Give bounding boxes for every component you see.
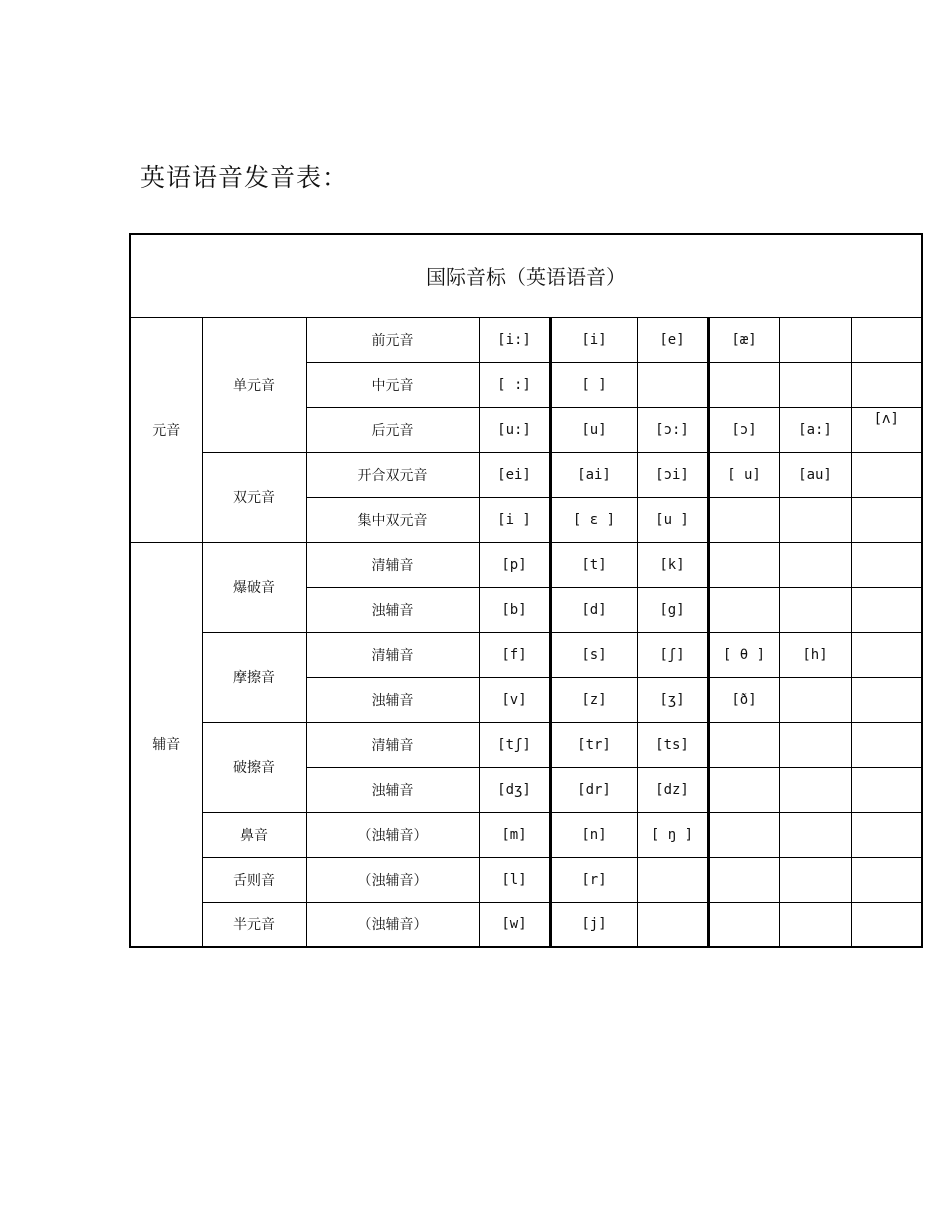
symbol-cell: [a:] <box>779 407 851 452</box>
symbol-cell <box>779 542 851 587</box>
table-row <box>130 632 922 677</box>
symbol-cell <box>851 722 922 767</box>
symbol-cell <box>637 902 708 947</box>
symbol-cell: [e] <box>637 317 708 362</box>
symbol-cell: [dz] <box>637 767 708 812</box>
symbol-cell: [ ] <box>550 362 637 407</box>
symbol-cell: [k] <box>637 542 708 587</box>
symbol-cell: [t] <box>550 542 637 587</box>
symbol-cell <box>708 362 779 407</box>
voiced-note: （浊辅音） <box>306 857 479 902</box>
table-row <box>130 722 922 767</box>
symbol-cell: [u:] <box>479 407 550 452</box>
ipa-table <box>129 233 923 948</box>
table-row <box>130 812 922 857</box>
table-row <box>130 857 922 902</box>
plosive-label: 爆破音 <box>202 542 306 632</box>
symbol-cell: [ʃ] <box>637 632 708 677</box>
voiced-label: 浊辅音 <box>306 767 479 812</box>
voiceless-label: 清辅音 <box>306 722 479 767</box>
table-row <box>130 317 922 362</box>
symbol-cell <box>708 587 779 632</box>
centering-diphthong-label: 集中双元音 <box>306 497 479 542</box>
fricative-label: 摩擦音 <box>202 632 306 722</box>
symbol-cell: [u ] <box>637 497 708 542</box>
semivowel-label: 半元音 <box>202 902 306 947</box>
symbol-cell: [i:] <box>479 317 550 362</box>
symbol-cell: [d] <box>550 587 637 632</box>
symbol-cell <box>851 902 922 947</box>
symbol-cell: [n] <box>550 812 637 857</box>
symbol-cell: [ts] <box>637 722 708 767</box>
symbol-cell: [w] <box>479 902 550 947</box>
symbol-cell <box>779 902 851 947</box>
lateral-label: 舌则音 <box>202 857 306 902</box>
symbol-cell <box>779 317 851 362</box>
symbol-cell <box>708 767 779 812</box>
symbol-cell <box>637 857 708 902</box>
symbol-cell: [dr] <box>550 767 637 812</box>
symbol-cell: [ɔ:] <box>637 407 708 452</box>
symbol-cell <box>708 812 779 857</box>
symbol-cell <box>708 722 779 767</box>
symbol-cell: [l] <box>479 857 550 902</box>
symbol-cell <box>851 542 922 587</box>
symbol-cell: [ð] <box>708 677 779 722</box>
symbol-cell: [tʃ] <box>479 722 550 767</box>
diphthong-label: 双元音 <box>202 452 306 542</box>
monophthong-label: 单元音 <box>202 317 306 452</box>
symbol-cell <box>708 857 779 902</box>
page-heading: 英语语音发音表： <box>140 163 349 192</box>
symbol-cell <box>779 497 851 542</box>
symbol-cell: [r] <box>550 857 637 902</box>
table-title: 国际音标（英语语音） <box>130 234 922 317</box>
voiced-note: （浊辅音） <box>306 812 479 857</box>
symbol-cell: [u] <box>550 407 637 452</box>
central-vowel-label: 中元音 <box>306 362 479 407</box>
symbol-cell <box>851 362 922 407</box>
front-vowel-label: 前元音 <box>306 317 479 362</box>
symbol-cell: [z] <box>550 677 637 722</box>
symbol-cell <box>779 812 851 857</box>
voiceless-label: 清辅音 <box>306 542 479 587</box>
vowels-label: 元音 <box>130 317 202 542</box>
symbol-cell <box>851 497 922 542</box>
symbol-cell <box>851 317 922 362</box>
symbol-cell: [ ŋ ] <box>637 812 708 857</box>
symbol-cell: [v] <box>479 677 550 722</box>
closing-diphthong-label: 开合双元音 <box>306 452 479 497</box>
symbol-cell: [b] <box>479 587 550 632</box>
symbol-cell <box>779 362 851 407</box>
table-row <box>130 902 922 947</box>
symbol-cell: [ u] <box>708 452 779 497</box>
symbol-cell <box>851 452 922 497</box>
symbol-cell <box>779 587 851 632</box>
symbol-cell <box>851 812 922 857</box>
symbol-cell <box>779 722 851 767</box>
symbol-cell: [s] <box>550 632 637 677</box>
nasal-label: 鼻音 <box>202 812 306 857</box>
voiced-label: 浊辅音 <box>306 587 479 632</box>
symbol-cell: [j] <box>550 902 637 947</box>
symbol-cell <box>851 767 922 812</box>
symbol-cell: [ʒ] <box>637 677 708 722</box>
table-row <box>130 452 922 497</box>
symbol-cell: [ɔ] <box>708 407 779 452</box>
symbol-cell <box>637 362 708 407</box>
symbol-cell: [g] <box>637 587 708 632</box>
symbol-cell <box>851 857 922 902</box>
symbol-cell <box>779 767 851 812</box>
symbol-cell <box>708 902 779 947</box>
affricate-label: 破擦音 <box>202 722 306 812</box>
symbol-cell <box>779 857 851 902</box>
symbol-cell: [ɔi] <box>637 452 708 497</box>
symbol-cell: [i] <box>550 317 637 362</box>
symbol-cell <box>851 587 922 632</box>
voiceless-label: 清辅音 <box>306 632 479 677</box>
consonants-label: 辅音 <box>130 542 202 947</box>
symbol-cell: [ai] <box>550 452 637 497</box>
symbol-cell <box>779 677 851 722</box>
voiced-label: 浊辅音 <box>306 677 479 722</box>
symbol-cell <box>708 497 779 542</box>
symbol-cell: [ʌ] <box>851 407 922 452</box>
table-row <box>130 542 922 587</box>
symbol-cell: [f] <box>479 632 550 677</box>
back-vowel-label: 后元音 <box>306 407 479 452</box>
symbol-cell: [ θ ] <box>708 632 779 677</box>
symbol-cell: [ ε ] <box>550 497 637 542</box>
symbol-cell: [au] <box>779 452 851 497</box>
symbol-cell: [dʒ] <box>479 767 550 812</box>
symbol-cell <box>851 677 922 722</box>
symbol-cell: [m] <box>479 812 550 857</box>
symbol-cell: [tr] <box>550 722 637 767</box>
symbol-cell: [p] <box>479 542 550 587</box>
symbol-cell: [æ] <box>708 317 779 362</box>
symbol-cell: [i ] <box>479 497 550 542</box>
voiced-note: （浊辅音） <box>306 902 479 947</box>
symbol-cell <box>851 632 922 677</box>
symbol-cell: [ei] <box>479 452 550 497</box>
symbol-cell <box>708 542 779 587</box>
symbol-cell: [ :] <box>479 362 550 407</box>
symbol-cell: [h] <box>779 632 851 677</box>
